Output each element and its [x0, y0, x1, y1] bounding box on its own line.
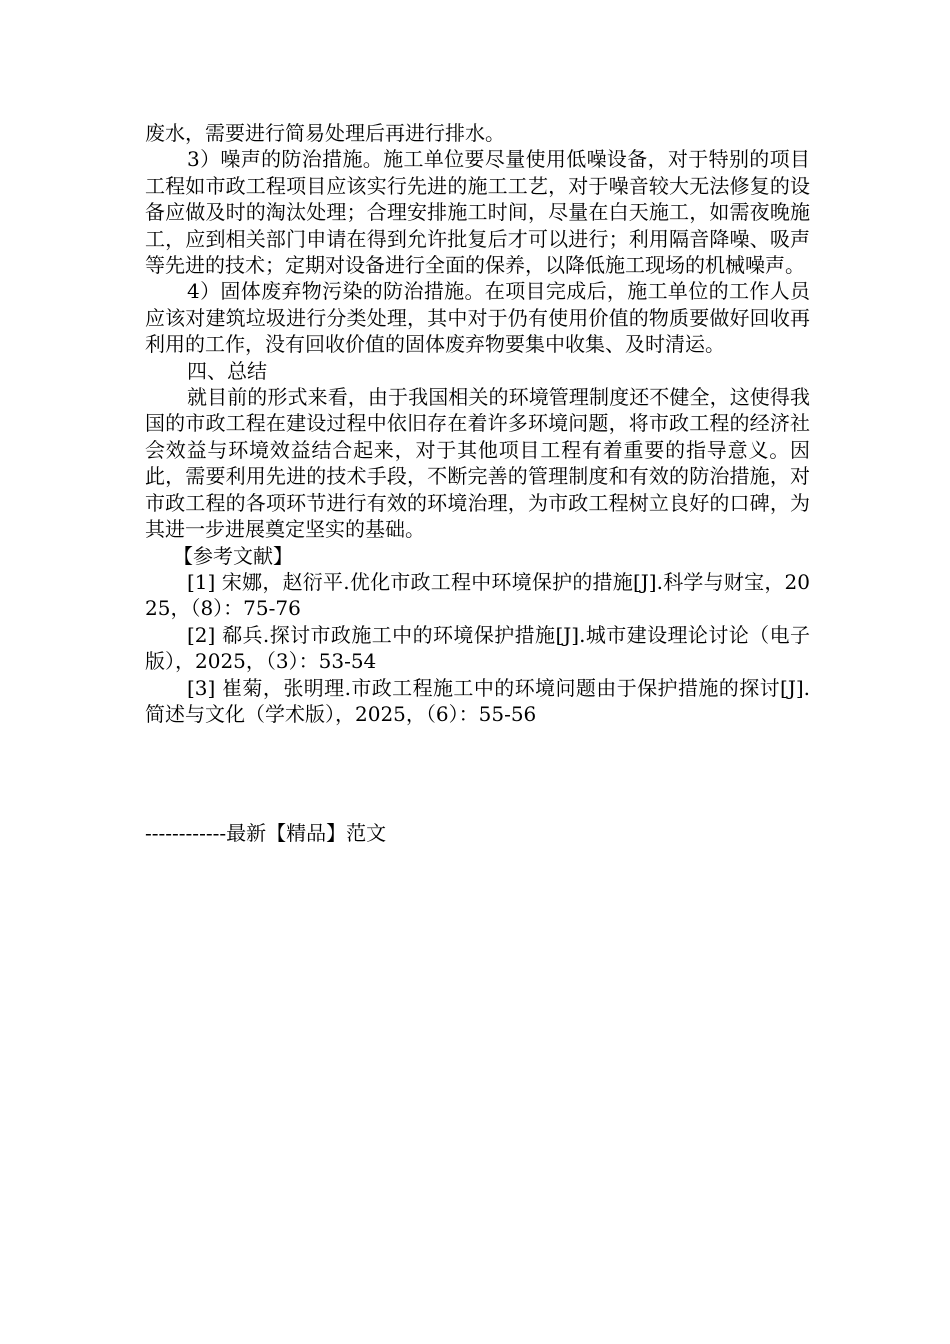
document-body [145, 120, 810, 727]
reference-item-1: [1] 宋娜，赵衍平.优化市政工程中环境保护的措施[J].科学与财宝，2025，（8）：75-76 [145, 569, 810, 621]
paragraph-noise-measures: 3）噪声的防治措施。施工单位要尽量使用低噪设备，对于特别的项目工程如市政工程项目应该实行先进的施工工艺，对于噪音较大无法修复的设备应做及时的淘汰处理；合理安排施工时间，尽量在白天施工，如需夜晚施工，应到相关部门申请在得到允许批复后才可以进行；利用隔音降噪、吸声等先进的技术；定期对设备进行全面的保养，以降低施工现场的机械噪声。 [145, 147, 810, 278]
section-heading-summary: 四、总结 [187, 358, 267, 383]
reference-item-3: [3] 崔菊，张明理.市政工程施工中的环境问题由于保护措施的探讨[J].简述与文化（学术版），2025，（6）：55-56 [145, 675, 810, 726]
paragraph-wastewater: 废水，需要进行简易处理后再进行排水。 [145, 121, 505, 145]
paragraph-solid-waste-measures: 4）固体废弃物污染的防治措施。在项目完成后，施工单位的工作人员应该对建筑垃圾进行分类处理，其中对于仍有使用价值的物质要做好回收再利用的工作，没有回收价值的固体废弃物要集中收集、及时清运。 [145, 279, 810, 357]
footer-note: ------------最新【精品】范文 [145, 821, 387, 845]
references-title: 【参考文献】 [173, 543, 293, 568]
reference-item-2: [2] 郗兵.探讨市政施工中的环境保护措施[J].城市建设理论讨论（电子版），2025，（3）：53-54 [145, 622, 810, 674]
paragraph-conclusion: 就目前的形式来看，由于我国相关的环境管理制度还不健全，这使得我国的市政工程在建设过程中依旧存在着许多环境问题，将市政工程的经济社会效益与环境效益结合起来，对于其他项目工程有着重要的指导意义。因此，需要利用先进的技术手段，不断完善的管理制度和有效的防治措施，对市政工程的各项环节进行有效的环境治理，为市政工程树立良好的口碑，为其进一步进展奠定坚实的基础。 [145, 385, 810, 542]
